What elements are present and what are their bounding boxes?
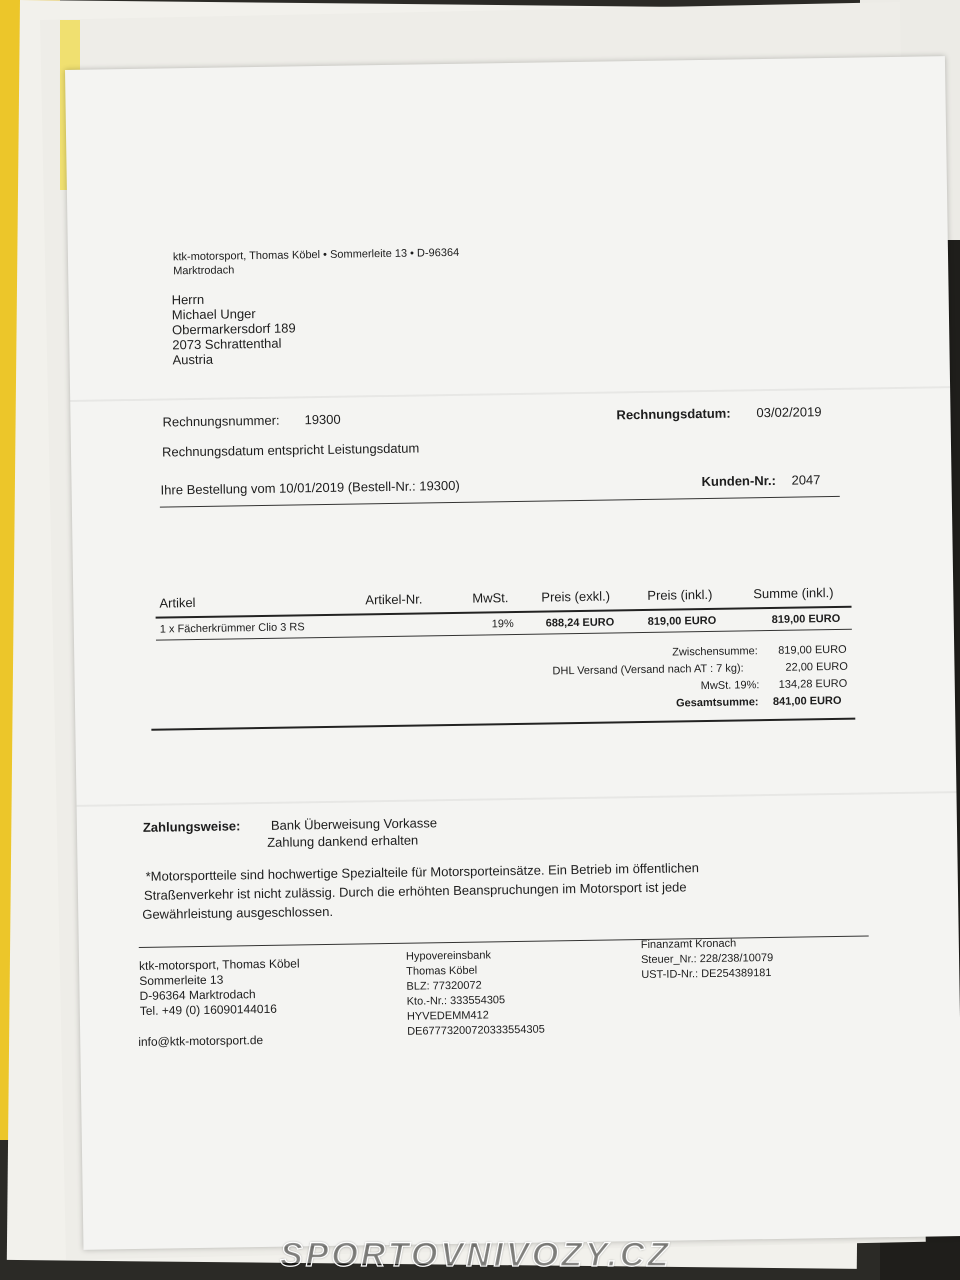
paper-fold xyxy=(70,386,950,402)
paper-fold xyxy=(77,791,957,807)
table-header-vat: MwSt. xyxy=(472,590,509,606)
recipient-country: Austria xyxy=(172,351,214,368)
footer-bank-bic: HYVEDEMM412 xyxy=(406,1009,489,1023)
footer-tax-office: Finanzamt Kronach xyxy=(640,937,737,952)
subtotal-label: Zwischensumme: xyxy=(672,645,758,659)
divider xyxy=(160,496,840,508)
invoice-date-label: Rechnungsdatum: xyxy=(616,405,731,423)
shipping-value: 22,00 EURO xyxy=(785,660,848,674)
table-header-article: Artikel xyxy=(159,595,196,611)
footer-bank-holder: Thomas Köbel xyxy=(406,964,478,978)
recipient-name: Michael Unger xyxy=(171,306,256,323)
vat-value: 134,28 EURO xyxy=(778,677,848,691)
footer-bank-account: Kto.-Nr.: 333554305 xyxy=(406,994,506,1008)
payment-note: Zahlung dankend erhalten xyxy=(267,832,419,850)
recipient-city: 2073 Schrattenthal xyxy=(172,335,282,353)
footer-vat-id: UST-ID-Nr.: DE254389181 xyxy=(641,967,772,982)
footer-email: info@ktk-motorsport.de xyxy=(138,1033,264,1049)
table-header-article-no: Artikel-Nr. xyxy=(365,591,423,608)
payment-label: Zahlungsweise: xyxy=(142,818,241,835)
footer-phone: Tel. +49 (0) 16090144016 xyxy=(139,1001,277,1018)
subtotal-value: 819,00 EURO xyxy=(778,643,847,657)
customer-number-label: Kunden-Nr.: xyxy=(701,472,777,490)
vat-label: MwSt. 19%: xyxy=(700,679,760,693)
footer-bank-iban: DE67773200720333554305 xyxy=(407,1023,545,1038)
table-header-price-excl: Preis (exkl.) xyxy=(541,588,611,605)
recipient-street: Obermarkersdorf 189 xyxy=(171,320,296,338)
invoice-number: 19300 xyxy=(304,411,341,428)
recipient-salutation: Herrn xyxy=(171,291,205,308)
payment-method: Bank Überweisung Vorkasse xyxy=(270,815,438,833)
totals-rule xyxy=(151,718,855,731)
table-cell-price-incl: 819,00 EURO xyxy=(647,614,717,628)
table-cell-article: 1 x Fächerkrümmer Clio 3 RS xyxy=(159,621,305,636)
invoice-number-label: Rechnungsnummer: xyxy=(162,412,280,430)
table-header-sum-incl: Summe (inkl.) xyxy=(753,584,834,602)
table-cell-vat: 19% xyxy=(491,618,514,631)
disclaimer-line-3: Gewährleistung ausgeschlossen. xyxy=(142,903,334,922)
footer-street: Sommerleite 13 xyxy=(139,972,224,988)
grand-total-label: Gesamtsumme: xyxy=(675,696,759,710)
disclaimer-line-1: *Motorsportteile sind hochwertige Spezialteile für Motorsporteinsätze. Ein Betrieb im öffentlichen xyxy=(145,860,699,884)
table-cell-price-excl: 688,24 EURO xyxy=(545,616,615,630)
table-cell-sum-incl: 819,00 EURO xyxy=(771,612,841,626)
customer-number: 2047 xyxy=(791,472,821,488)
disclaimer-line-2: Straßenverkehr ist nicht zulässig. Durch die erhöhten Beanspruchungen im Motorsport ist jede xyxy=(143,879,687,903)
table-header-price-incl: Preis (inkl.) xyxy=(647,586,713,603)
footer-bank-name: Hypovereinsbank xyxy=(405,949,492,963)
footer-tax-number: Steuer_Nr.: 228/238/10079 xyxy=(640,951,774,967)
sender-line-city: Marktrodach xyxy=(173,264,235,278)
footer-city: D-96364 Marktrodach xyxy=(139,987,256,1003)
shipping-label: DHL Versand (Versand nach AT : 7 kg): xyxy=(552,662,744,678)
footer-company: ktk-motorsport, Thomas Köbel xyxy=(138,956,300,973)
invoice-date: 03/02/2019 xyxy=(756,404,822,421)
footer-rule xyxy=(139,935,869,947)
table-header-rule xyxy=(156,606,852,619)
footer-bank-blz: BLZ: 77320072 xyxy=(406,979,482,993)
order-reference: Ihre Bestellung vom 10/01/2019 (Bestell-Nr.: 19300) xyxy=(160,477,460,498)
grand-total-value: 841,00 EURO xyxy=(772,694,842,708)
watermark: SPORTOVNIVOZY.CZ xyxy=(280,1236,672,1274)
sender-line: ktk-motorsport, Thomas Köbel • Sommerleite 13 • D-96364 xyxy=(172,246,460,264)
invoice-date-note: Rechnungsdatum entspricht Leistungsdatum xyxy=(161,440,420,460)
invoice-sheet xyxy=(65,56,960,1250)
